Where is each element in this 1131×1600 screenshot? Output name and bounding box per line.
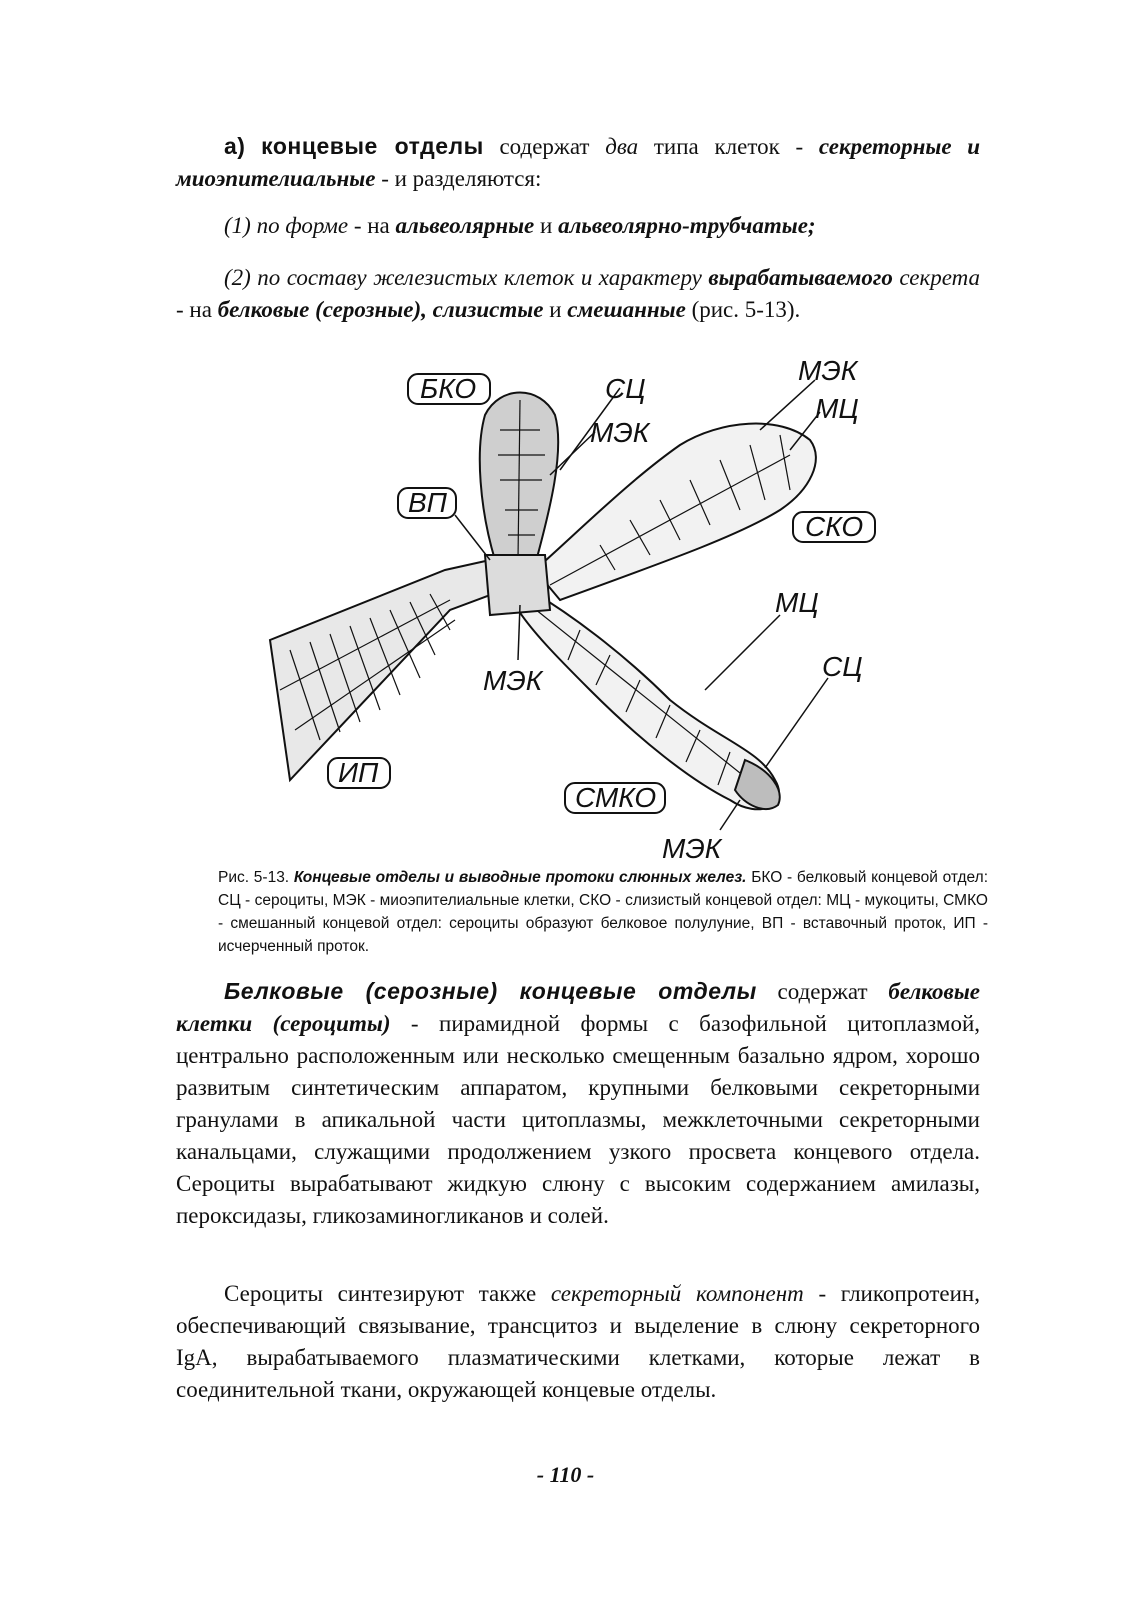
term-secretory: секреторные: [818, 134, 952, 159]
text-fragment: содержат: [483, 134, 606, 159]
term-serocytes: белковые клетки (сероциты): [176, 979, 980, 1036]
text-fragment: Сероциты синтезируют также: [224, 1281, 551, 1306]
term-myoepithelial: и миоэпителиальные: [176, 134, 981, 191]
caption-prefix: Рис. 5-13.: [218, 869, 294, 886]
label-mek-bottom: МЭК: [662, 833, 722, 864]
label-ip: ИП: [338, 757, 379, 788]
text-fragment: - и разделяются:: [375, 166, 542, 191]
label-vp: ВП: [408, 487, 447, 518]
item-by-composition: [176, 262, 980, 326]
text-produced: вырабатываемого: [708, 265, 893, 290]
label-sc-top: СЦ: [605, 373, 646, 404]
item-by-shape: [176, 210, 980, 242]
text-fragment: - гликопротеин, обеспечивающий связывание, трансцитоз и выделение в слюну секреторного IgA, вырабатываемого плазматическими клетками, которые лежат в соединительной ткани, окружающей концевые отделы.: [176, 1281, 980, 1402]
text-fragment: [952, 134, 968, 159]
paragraph-secretory-component: [176, 1278, 980, 1406]
page-number: - 110 -: [536, 1462, 595, 1487]
figure-caption: [218, 866, 988, 958]
label-sko: СКО: [805, 511, 864, 542]
section-marker: а): [224, 133, 246, 159]
label-mek-center: МЭК: [483, 665, 543, 696]
item-number: (2) по составу железистых клеток и характеру: [224, 265, 709, 290]
text-fragment: - пирамидной формы с базофильной цитоплазмой, центрально расположенным или несколько смещенным базально ядром, хорошо развитым синтетическим аппаратом, крупными белковыми секреторными гранулами в апикальной части цитоплазмы, межклеточными секреторными канальцами, служащими продолжением узкого просвета концевого отдела. Сероциты вырабатывают жидкую слюну с высоким содержанием амилазы, пероксидазы, гликозаминогликанов и солей.: [176, 1011, 981, 1228]
label-mek-top-right: МЭК: [798, 360, 858, 386]
text-fragment: - на: [348, 213, 396, 238]
item-number: (1) по форме: [224, 213, 349, 238]
text-secret: секрета: [899, 265, 980, 290]
text-fragment: (рис. 5-13).: [685, 297, 801, 322]
label-mek-mid: МЭК: [590, 417, 650, 448]
label-mc-right: МЦ: [775, 587, 819, 618]
label-sc-right: СЦ: [822, 651, 863, 682]
text-fragment: содержат: [756, 979, 889, 1004]
striated-duct-shape: [270, 560, 490, 780]
caption-text: БКО - белковый концевой отдел: СЦ - сероциты, МЭК - миоэпителиальные клетки, СКО - слизистый концевой отдел: МЦ - мукоциты, СМКО - смешанный концевой отдел: сероциты образуют белковое полулуние, ВП - вставочный проток, ИП - исчерченный проток.: [218, 869, 989, 955]
text-fragment: - на: [176, 297, 218, 322]
term-terminal-sections: концевые отделы: [261, 133, 484, 159]
text-fragment: и: [543, 297, 568, 322]
figure-salivary-gland-diagram: [250, 360, 900, 870]
text-fragment: типа клеток -: [638, 134, 819, 159]
label-smko: СМКО: [575, 782, 657, 813]
label-bko: БКО: [420, 373, 477, 404]
heading-serous-sections: Белковые (серозные) концевые отделы: [224, 978, 757, 1004]
caption-title: Концевые отделы и выводные протоки слюнных желез.: [293, 869, 747, 886]
text-fragment: и: [534, 213, 559, 238]
gland-diagram-svg: [250, 360, 900, 870]
term-mixed: смешанные: [567, 297, 686, 322]
intercalated-duct: [485, 555, 550, 615]
paragraph-serous-sections: [176, 975, 980, 1232]
text-two: два: [605, 134, 639, 159]
paragraph-terminal-sections: [176, 130, 980, 195]
term-alveolar-tubular: альвеолярно-трубчатые;: [558, 213, 816, 238]
term-alveolar: альвеолярные: [395, 213, 535, 238]
term-secretory-component: секреторный компонент: [550, 1281, 804, 1306]
label-mc-top: МЦ: [815, 393, 859, 424]
term-protein-mucous: белковые (серозные), слизистые: [217, 297, 544, 322]
